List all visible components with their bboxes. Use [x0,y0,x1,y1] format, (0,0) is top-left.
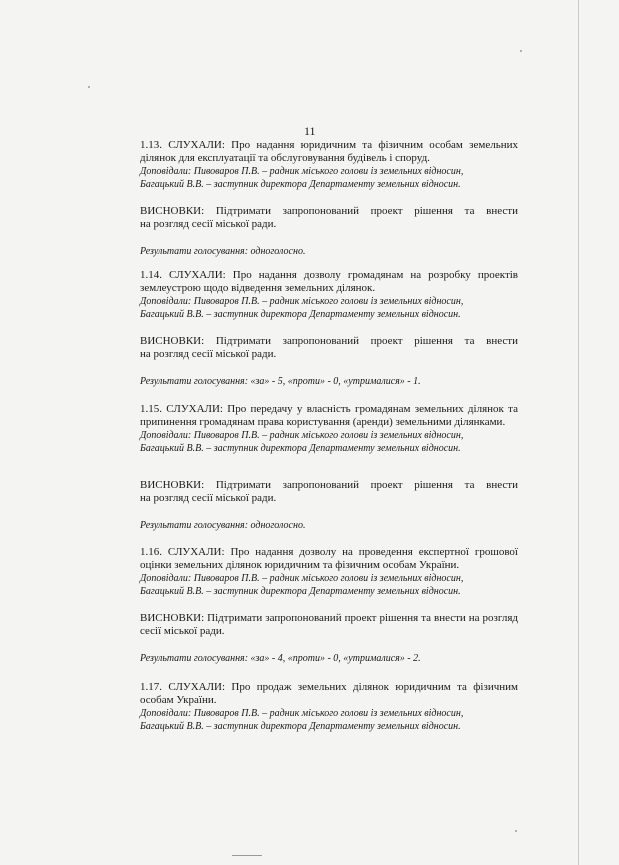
agenda-item-1-13 [140,139,518,258]
scan-edge-line [578,0,579,865]
vote-result: Результати голосування: «за» - 4, «проти» - 0, «утрималися» - 2. [140,653,421,664]
vote-result: Результати голосування: одноголосно. [140,246,306,257]
reporters-line: Доповідали: Пивоваров П.В. – радник міського голови із земельних відносин, [140,708,464,719]
agenda-item-1-14 [140,269,518,388]
heard-line: оцінки земельних ділянок юридичним та фізичним особам України. [140,559,460,571]
heard-line: ділянок для експлуатації та обслуговування будівель і споруд. [140,152,430,164]
reporters-line: Багацький В.В. – заступник директора Департаменту земельних відносин. [140,721,461,732]
conclusions-line: ВИСНОВКИ: Підтримати запропонований проект рішення та внести [140,479,518,491]
conclusions-line: ВИСНОВКИ: Підтримати запропонований проект рішення та внести на розгляд [140,612,518,624]
heard-line: землеустрою щодо відведення земельних ділянок. [140,282,376,294]
reporters-line: Багацький В.В. – заступник директора Департаменту земельних відносин. [140,309,461,320]
agenda-item-1-17 [140,681,518,733]
reporters-line: Доповідали: Пивоваров П.В. – радник міського голови із земельних відносин, [140,573,464,584]
conclusions-line: на розгляд сесії міської ради. [140,348,277,360]
reporters-line: Багацький В.В. – заступник директора Департаменту земельних відносин. [140,586,461,597]
heard-line: особам України. [140,694,217,706]
scan-speck [232,855,262,856]
conclusions-line: ВИСНОВКИ: Підтримати запропонований проект рішення та внести [140,205,518,217]
conclusions-line: ВИСНОВКИ: Підтримати запропонований проект рішення та внести [140,335,518,347]
scan-speck [515,830,517,832]
reporters-line: Багацький В.В. – заступник директора Департаменту земельних відносин. [140,179,461,190]
agenda-item-1-15 [140,403,518,532]
heard-line: 1.17. СЛУХАЛИ: Про продаж земельних ділянок юридичним та фізичним [140,681,518,693]
reporters-line: Доповідали: Пивоваров П.В. – радник міського голови із земельних відносин, [140,296,464,307]
scan-speck [88,86,90,88]
agenda-item-1-16 [140,546,518,665]
reporters-line: Доповідали: Пивоваров П.В. – радник міського голови із земельних відносин, [140,430,464,441]
heard-line: 1.16. СЛУХАЛИ: Про надання дозволу на проведення експертної грошової [140,546,518,558]
conclusions-line: на розгляд сесії міської ради. [140,218,277,230]
conclusions-line: на розгляд сесії міської ради. [140,492,277,504]
conclusions-line: сесії міської ради. [140,625,225,637]
reporters-line: Доповідали: Пивоваров П.В. – радник міського голови із земельних відносин, [140,166,464,177]
heard-line: 1.15. СЛУХАЛИ: Про передачу у власність громадянам земельних ділянок та [140,403,518,415]
heard-line: 1.14. СЛУХАЛИ: Про надання дозволу громадянам на розробку проектів [140,269,518,281]
heard-line: припинення громадянам права користування (аренди) земельними ділянками. [140,416,506,428]
page-number: 11 [304,124,316,138]
vote-result: Результати голосування: одноголосно. [140,520,306,531]
vote-result: Результати голосування: «за» - 5, «проти» - 0, «утрималися» - 1. [140,376,421,387]
heard-line: 1.13. СЛУХАЛИ: Про надання юридичним та фізичним особам земельних [140,139,518,151]
scan-speck [520,50,522,52]
reporters-line: Багацький В.В. – заступник директора Департаменту земельних відносин. [140,443,461,454]
